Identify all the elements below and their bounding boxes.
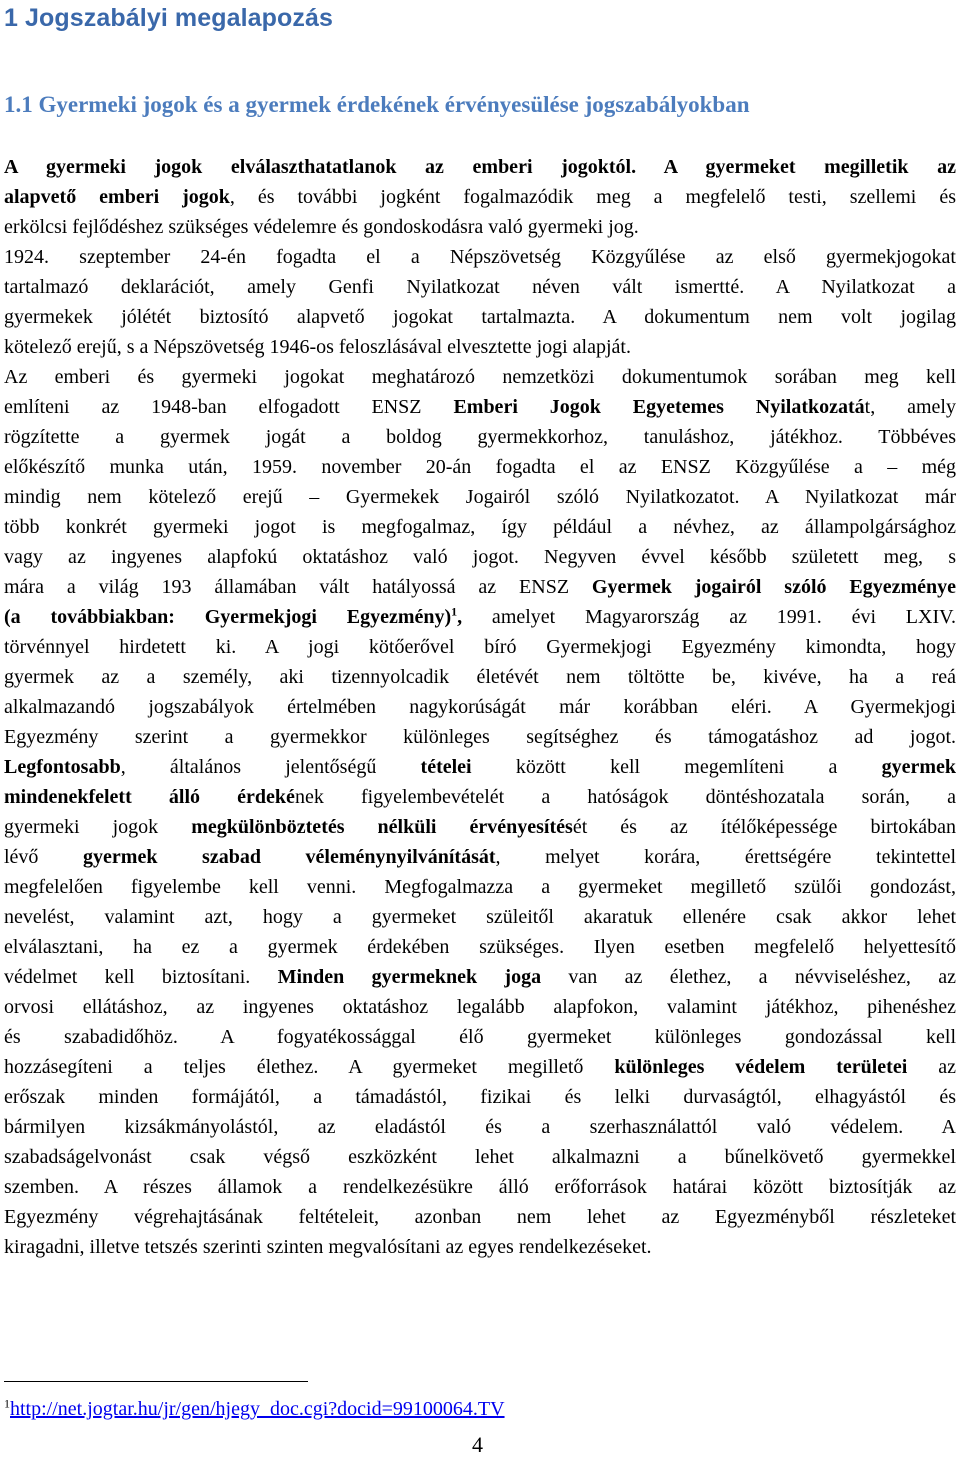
- text-run: , általános jelentőségű: [120, 756, 421, 778]
- text-line: [4, 392, 956, 422]
- text-line: [4, 602, 956, 632]
- text-line: [4, 272, 956, 302]
- footnote-link[interactable]: http://net.jogtar.hu/jr/gen/hjegy_doc.cgi?docid=99100064.TV: [10, 1398, 505, 1420]
- text-run: lévő: [4, 846, 84, 868]
- text-line: [4, 1112, 956, 1142]
- text-line: [4, 1202, 956, 1232]
- text-line: [4, 962, 956, 992]
- text-line: [4, 1022, 956, 1052]
- text-run: szemben. A részes államok a rendelkezésükre álló erőforrások határai között biztosítják az: [4, 1176, 956, 1198]
- text-line: [4, 812, 956, 842]
- text-run: van az élethez, a névviseléshez, az: [541, 966, 956, 988]
- text-run: alkalmazandó jogszabályok értelmében nagykorúságát már korábban eléri. A Gyermekjogi: [4, 696, 956, 718]
- text-run: hozzásegíteni a teljes élethez. A gyermeket megillető: [4, 1056, 615, 1078]
- text-run: említeni az 1948-ban elfogadott ENSZ: [4, 396, 454, 418]
- text-line: [4, 842, 956, 872]
- text-run: gyermek szabad véleménynyilvánítását: [83, 846, 496, 868]
- text-line: [4, 1052, 956, 1082]
- text-run: szabadságelvonást csak végső eszközként lehet alkalmazni a bűnelkövető gyermekkel: [4, 1146, 956, 1168]
- text-run: t, amely: [864, 396, 956, 418]
- chapter-heading: 1 Jogszabályi megalapozás: [4, 4, 334, 32]
- text-run: ,: [457, 606, 463, 628]
- text-run: gyermekek jólétét biztosító alapvető jogokat tartalmazta. A dokumentum nem volt jogilag: [4, 306, 956, 328]
- footnote-marker: 1: [4, 1396, 10, 1411]
- text-line: [4, 302, 956, 332]
- footnote-separator: [4, 1381, 308, 1382]
- text-run: Egyezmény végrehajtásának feltételeit, azonban nem lehet az Egyezményből részleteket: [4, 1206, 956, 1228]
- text-line: [4, 212, 956, 242]
- text-line: [4, 752, 956, 782]
- text-run: különleges védelem területei: [614, 1056, 908, 1078]
- text-line: [4, 782, 956, 812]
- text-run: , melyet korára, érettségére tekintettel: [495, 846, 957, 868]
- text-run: mindenekfelett álló érdeké: [4, 786, 295, 808]
- text-line: [4, 632, 956, 662]
- text-run: előkészítő munka után, 1959. november 20-án fogadta el az ENSZ Közgyűlése a – még: [4, 456, 956, 478]
- text-line: [4, 1082, 956, 1112]
- text-run: az: [907, 1056, 956, 1078]
- text-run: törvénnyel hirdetett ki. A jogi kötőerővel bíró Gyermekjogi Egyezmény kimondta, hogy: [4, 636, 956, 658]
- text-line: [4, 332, 956, 362]
- text-run: gyermek: [881, 756, 956, 778]
- text-run: és szabadidőhöz. A fogyatékossággal élő gyermeket különleges gondozással kell: [4, 1026, 956, 1048]
- text-run: mindig nem kötelező erejű – Gyermekek Jogairól szóló Nyilatkozatot. A Nyilatkozat már: [4, 486, 956, 508]
- text-run: orvosi ellátáshoz, az ingyenes oktatáshoz legalább alapfokon, valamint játékhoz, pihenéshez: [4, 996, 956, 1018]
- text-run: (a továbbiakban: Gyermekjogi Egyezmény): [4, 606, 452, 628]
- text-run: 1924. szeptember 24-én fogadta el a Népszövetség Közgyűlése az első gyermekjogokat: [4, 246, 956, 268]
- text-line: [4, 422, 956, 452]
- text-line: [4, 722, 956, 752]
- text-line: [4, 452, 956, 482]
- footnote: [4, 1394, 505, 1424]
- text-line: [4, 992, 956, 1022]
- text-run: nek figyelembevételét a hatóságok döntéshozatala során, a: [294, 786, 956, 808]
- text-run: megfelelően figyelembe kell venni. Megfogalmazza a gyermeket megillető szülői gondozást,: [4, 876, 956, 898]
- text-run: amelyet Magyarország az 1991. évi LXIV.: [462, 606, 956, 628]
- text-run: tartalmazó deklarációt, amely Genfi Nyilatkozat néven vált ismertté. A Nyilatkozat a: [4, 276, 956, 298]
- text-run: Emberi Jogok Egyetemes Nyilatkozatá: [453, 396, 865, 418]
- section-heading: 1.1 Gyermeki jogok és a gyermek érdekének érvényesülése jogszabályokban: [4, 92, 750, 117]
- text-line: [4, 1232, 956, 1262]
- text-line: [4, 932, 956, 962]
- text-run: Legfontosabb: [4, 756, 121, 778]
- text-line: [4, 542, 956, 572]
- text-run: alapvető emberi jogok: [4, 186, 230, 208]
- text-line: [4, 512, 956, 542]
- text-line: [4, 362, 956, 392]
- text-line: [4, 692, 956, 722]
- text-line: [4, 662, 956, 692]
- footnote-reference: 1: [451, 604, 458, 619]
- text-line: [4, 482, 956, 512]
- text-run: , és további jogként fogalmazódik meg a megfelelő testi, szellemi és: [229, 186, 956, 208]
- text-line: [4, 1142, 956, 1172]
- text-run: ét és az ítélőképessége birtokában: [572, 816, 956, 838]
- text-run: védelmet kell biztosítani.: [4, 966, 278, 988]
- text-run: Egyezmény szerint a gyermekkor különleges segítséghez és támogatáshoz ad jogot.: [4, 726, 956, 748]
- text-line: [4, 242, 956, 272]
- text-line: [4, 1172, 956, 1202]
- text-run: kötelező erejű, s a Népszövetség 1946-os feloszlásával elvesztette jogi alapját.: [4, 336, 631, 358]
- page-number: 4: [472, 1432, 483, 1457]
- text-run: között kell megemlíteni a: [471, 756, 882, 778]
- text-run: gyermeki jogok: [4, 816, 192, 838]
- text-run: rögzítette a gyermek jogát a boldog gyermekkorhoz, tanuláshoz, játékhoz. Többéves: [4, 426, 956, 448]
- text-run: elválasztani, ha ez a gyermek érdekében szükséges. Ilyen esetben megfelelő helyettesítő: [4, 936, 956, 958]
- text-run: Gyermek jogairól szóló Egyezménye: [591, 576, 957, 598]
- text-run: erőszak minden formájától, a támadástól, fizikai és lelki durvaságtól, elhagyástól és: [4, 1086, 956, 1108]
- text-line: [4, 152, 956, 182]
- text-run: tételei: [420, 756, 472, 778]
- text-line: [4, 182, 956, 212]
- text-run: több konkrét gyermeki jogot is megfogalmaz, így például a névhez, az állampolgársághoz: [4, 516, 956, 538]
- text-run: kiragadni, illetve tetszés szerinti szinten megvalósítani az egyes rendelkezéseket.: [4, 1236, 652, 1258]
- text-run: Minden gyermeknek joga: [277, 966, 542, 988]
- text-line: [4, 572, 956, 602]
- text-run: Az emberi és gyermeki jogokat meghatározó nemzetközi dokumentumok sorában meg kell: [4, 366, 956, 388]
- text-run: nevelést, valamint azt, hogy a gyermeket szüleitől akaratuk ellenére csak akkor lehet: [4, 906, 956, 928]
- text-run: gyermek az a személy, aki tizennyolcadik életévét nem töltötte be, kivéve, ha a reá: [4, 666, 956, 688]
- text-run: mára a világ 193 államában vált hatályossá az ENSZ: [4, 576, 592, 598]
- text-run: megkülönböztetés nélküli érvényesítés: [191, 816, 573, 838]
- text-line: [4, 902, 956, 932]
- text-line: [4, 872, 956, 902]
- text-run: erkölcsi fejlődéshez szükséges védelemre és gondoskodásra való gyermeki jog.: [4, 216, 639, 238]
- text-run: A gyermeki jogok elválaszthatatlanok az emberi jogoktól. A gyermeket megilletik az: [4, 156, 956, 178]
- text-run: bármilyen kizsákmányolástól, az eladástól és a szerhasználattól való védelem. A: [4, 1116, 956, 1138]
- text-run: vagy az ingyenes alapfokú oktatáshoz való jogot. Negyven évvel később született meg, s: [4, 546, 956, 568]
